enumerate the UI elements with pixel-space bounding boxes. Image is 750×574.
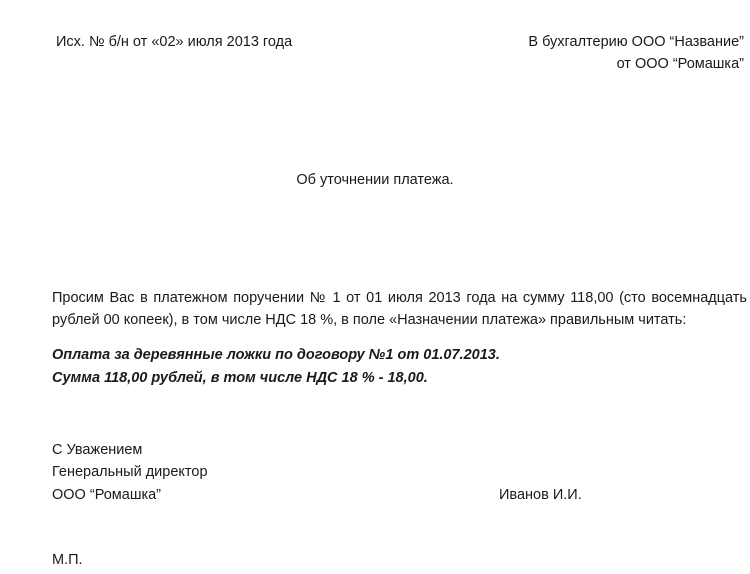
signature-position: Генеральный директор: [52, 464, 208, 480]
letter-body: [52, 287, 747, 331]
stamp-place: М.П.: [52, 552, 83, 568]
body-line-2: рублей 00 копеек), в том числе НДС 18 %, в поле «Назначении платежа» правильным читать:: [52, 312, 687, 328]
sender-line: от ООО “Ромашка”: [616, 56, 744, 72]
signature-closing: С Уважением: [52, 442, 143, 458]
outgoing-reference: Исх. № б/н от «02» июля 2013 года: [56, 34, 293, 50]
letter-subject: Об уточнении платежа.: [296, 172, 454, 188]
payment-purpose-line-2: Сумма 118,00 рублей, в том числе НДС 18 % - 18,00.: [52, 370, 428, 386]
signature-name: Иванов И.И.: [499, 487, 582, 503]
body-line-1: Просим Вас в платежном поручении № 1 от 01 июля 2013 года на сумму 118,00 (сто восемнадцать: [52, 290, 747, 306]
payment-purpose-line-1: Оплата за деревянные ложки по договору №1 от 01.07.2013.: [52, 347, 500, 363]
signature-company: ООО “Ромашка”: [52, 487, 162, 503]
recipient-line: В бухгалтерию ООО “Название”: [528, 34, 744, 50]
